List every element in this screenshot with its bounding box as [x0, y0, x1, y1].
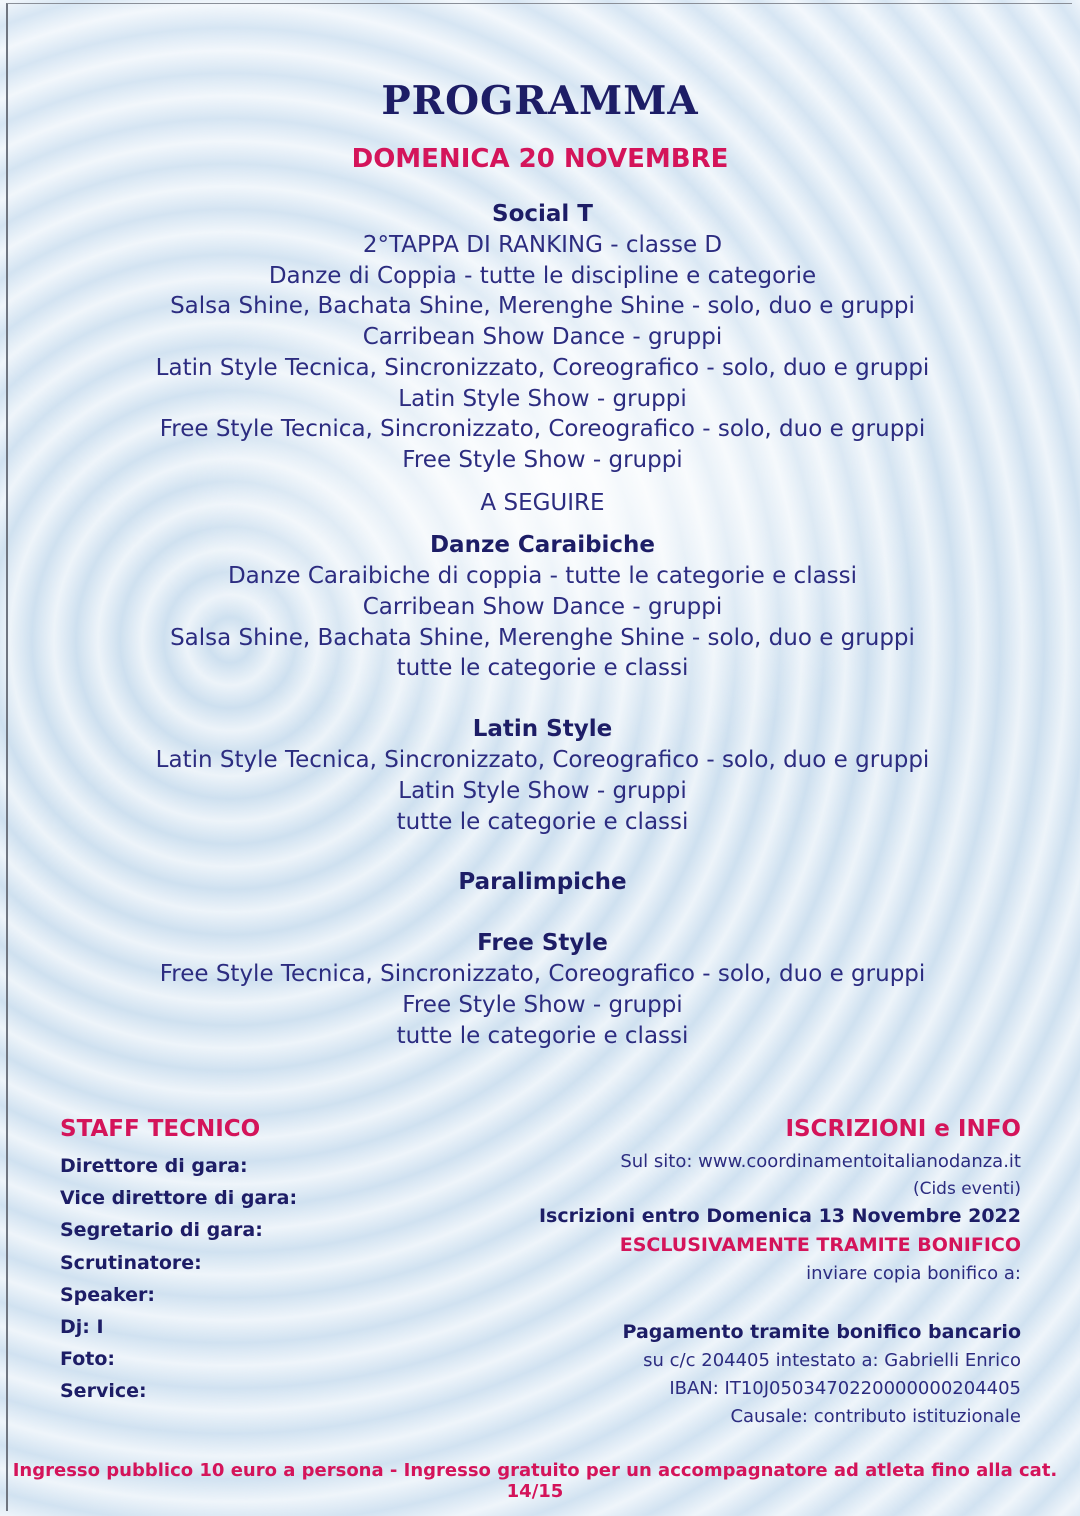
staff-row-foto: Foto: — [60, 1348, 115, 1371]
program-line: Latin Style Tecnica, Sincronizzato, Coreografico - solo, duo e gruppi — [155, 747, 930, 774]
info-deadline: Iscrizioni entro Domenica 13 Novembre 2022 — [538, 1205, 1021, 1227]
info-account: su c/c 204405 intestato a: Gabrielli Enrico — [643, 1350, 1021, 1371]
staff-title: STAFF TECNICO — [60, 1116, 261, 1142]
a-seguire-label: A SEGUIRE — [480, 489, 605, 516]
staff-row-scrutinatore: Scrutinatore: — [60, 1251, 202, 1274]
iscrizioni-info-block — [461, 1116, 1021, 1431]
info-iban: IBAN: IT10J0503470220000000204405 — [669, 1378, 1021, 1399]
section-heading-paralimpiche: Paralimpiche — [458, 869, 627, 896]
program-list — [0, 199, 1080, 1051]
staff-row-vice-direttore: Vice direttore di gara: — [60, 1187, 298, 1210]
program-line: Free Style Tecnica, Sincronizzato, Coreografico - solo, duo e gruppi — [159, 416, 926, 443]
section-heading-danze-caraibiche: Danze Caraibiche — [429, 532, 656, 559]
program-line: Danze di Coppia - tutte le discipline e categorie — [268, 262, 817, 289]
info-site-note: (Cids eventi) — [912, 1179, 1021, 1199]
program-line: 2°TAPPA DI RANKING - classe D — [362, 232, 723, 258]
program-line: Free Style Show - gruppi — [402, 446, 683, 473]
program-line: Latin Style Show - gruppi — [398, 777, 687, 804]
program-line: tutte le categorie e classi — [396, 655, 689, 682]
info-causale: Causale: contributo istituzionale — [730, 1406, 1021, 1427]
info-website-link[interactable]: Sul sito: www.coordinamentoitalianodanza.it — [620, 1151, 1021, 1172]
staff-row-segretario: Segretario di gara: — [60, 1219, 263, 1242]
program-line: tutte le categorie e classi — [396, 808, 689, 835]
program-line: Latin Style Show - gruppi — [398, 385, 687, 412]
program-line: Carribean Show Dance - gruppi — [362, 594, 723, 621]
info-title: ISCRIZIONI e INFO — [785, 1116, 1021, 1142]
section-heading-social-t: Social T — [492, 201, 593, 227]
event-date: DOMENICA 20 NOVEMBRE — [351, 144, 729, 174]
program-line: Danze Caraibiche di coppia - tutte le categorie e classi — [227, 563, 858, 590]
page-title: PROGRAMMA — [381, 78, 699, 124]
info-payment-title: Pagamento tramite bonifico bancario — [622, 1321, 1021, 1343]
program-line: Latin Style Tecnica, Sincronizzato, Coreografico - solo, duo e gruppi — [155, 354, 930, 381]
section-heading-latin-style: Latin Style — [472, 716, 613, 743]
section-heading-free-style: Free Style — [477, 930, 608, 957]
staff-row-speaker: Speaker: — [60, 1283, 155, 1306]
info-send-copy: inviare copia bonifico a: — [806, 1263, 1021, 1284]
staff-row-direttore: Direttore di gara: — [60, 1155, 248, 1177]
program-line: tutte le categorie e classi — [396, 1022, 689, 1049]
program-line: Free Style Show - gruppi — [402, 991, 683, 1018]
info-exclusive-notice: ESCLUSIVAMENTE TRAMITE BONIFICO — [619, 1234, 1021, 1256]
staff-row-service: Service: — [60, 1380, 147, 1403]
staff-tecnico-block — [60, 1116, 480, 1408]
footer-notice: Ingresso pubblico 10 euro a persona - Ingresso gratuito per un accompagnatore ad atleta fino alla cat. 14/15 — [12, 1460, 1058, 1502]
program-line: Salsa Shine, Bachata Shine, Merenghe Shine - solo, duo e gruppi — [170, 293, 915, 320]
program-line: Carribean Show Dance - gruppi — [362, 324, 723, 351]
program-line: Free Style Tecnica, Sincronizzato, Coreografico - solo, duo e gruppi — [159, 961, 926, 988]
program-line: Salsa Shine, Bachata Shine, Merenghe Shine - solo, duo e gruppi — [170, 624, 915, 651]
staff-row-dj: Dj: I — [60, 1316, 104, 1339]
